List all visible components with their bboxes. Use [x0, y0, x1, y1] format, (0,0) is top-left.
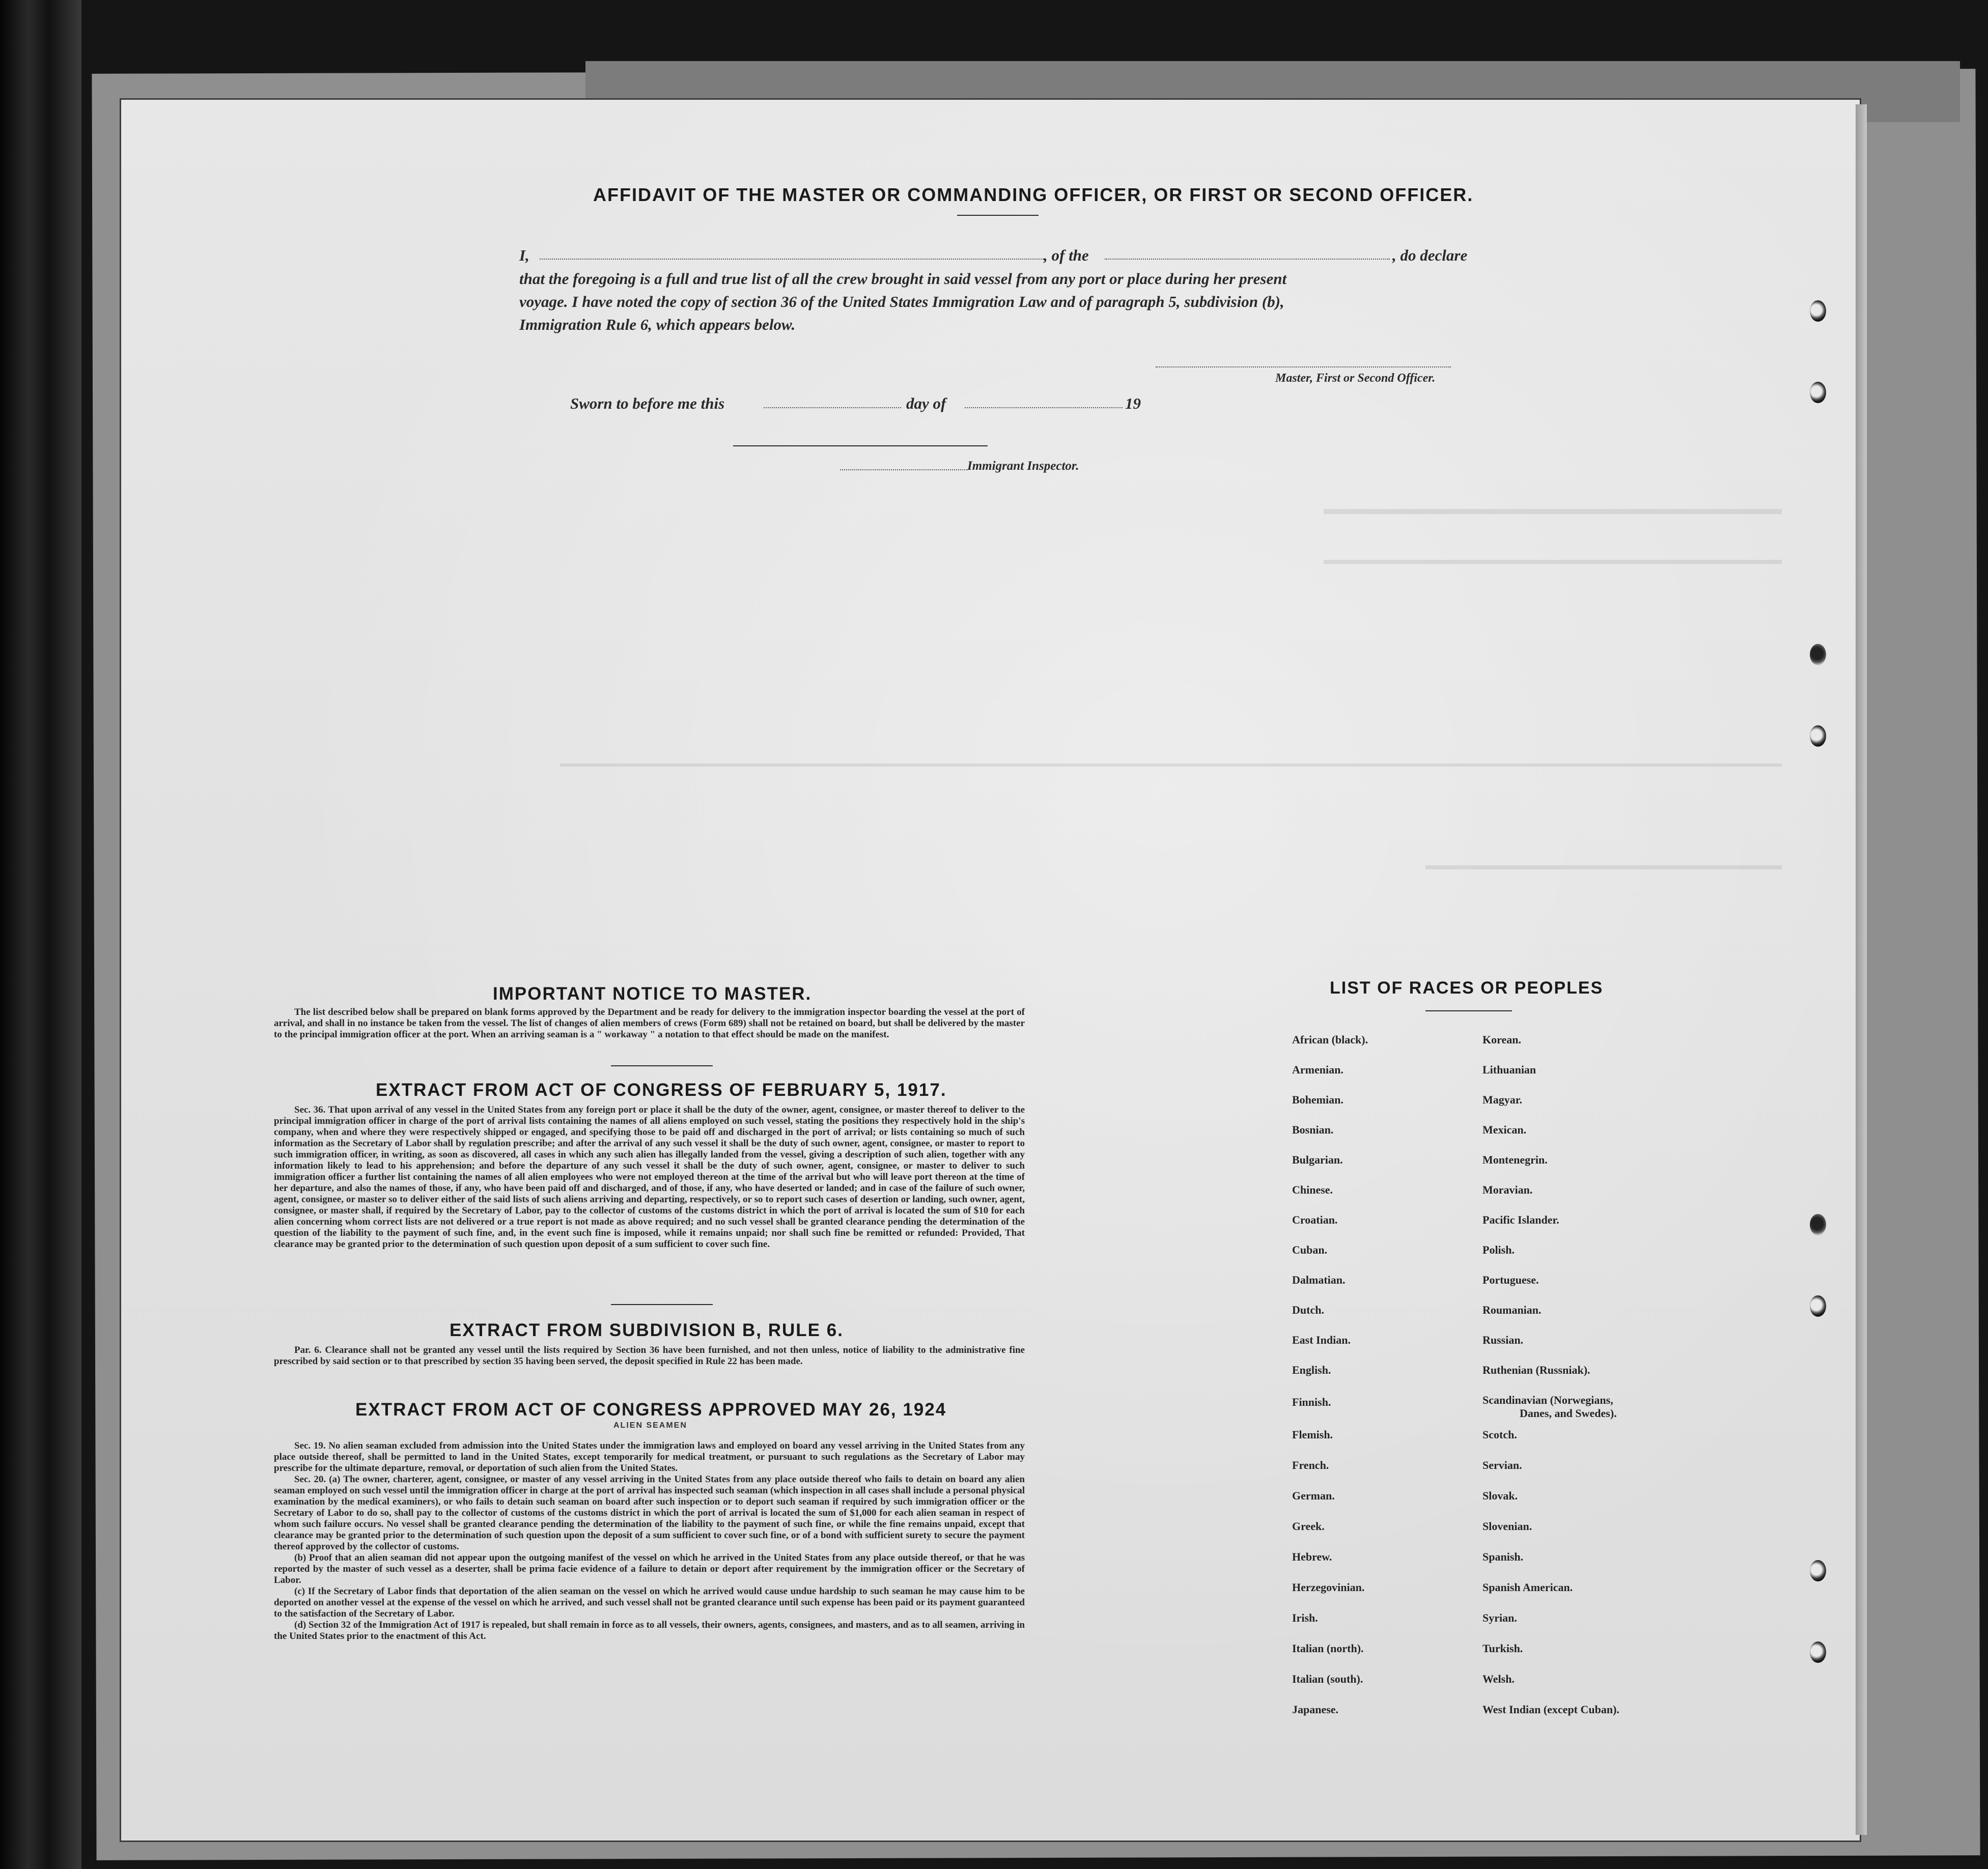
race-item: Roumanian.	[1482, 1304, 1542, 1316]
race-item: Flemish.	[1292, 1428, 1333, 1441]
race-item: Scandinavian (Norwegians,	[1482, 1394, 1613, 1406]
binder-hole	[1810, 1560, 1826, 1581]
race-item: Spanish.	[1482, 1550, 1524, 1563]
race-item: Dalmatian.	[1292, 1273, 1346, 1286]
race-item: Herzegovinian.	[1292, 1581, 1365, 1594]
scanner-edge	[0, 0, 81, 1869]
race-item: Polish.	[1482, 1243, 1515, 1256]
race-item: Slovak.	[1482, 1489, 1518, 1502]
sec-36-paragraph: Sec. 36. That upon arrival of any vessel in the United States from any foreign port or place it shall be the duty of the owner, agent, consignee, or master thereof to deliver to the principal immigration officer in charge of the port of arrival lists containing the names of all aliens employed on such vessel, stating the positions they respectively hold in the ship's company, when and where they were respectively shipped or engaged, and specifying those to be paid off and discharged in the port of arrival; or lists containing so much of such information as the Secretary of Labor shall by regulation prescribe; and after the arrival of any such vessel it shall be the duty of such owner, agent, consignee, or master to report to such immigration officer, in writing, as soon as discovered, all cases in which any such alien has illegally landed from the vessel, giving a description of such alien, together with any information likely to lead to his apprehension; and before the departure of any such vessel it shall be the duty of such owner, agent, consignee, or master to deliver to such immigration officer a further list containing the names of all alien employees who were not employed thereon at the time of the arrival but who will leave port thereon at the time of her departure, and also the names of those, if any, who have been paid off and discharged, and of those, if any, who have deserted or landed; and in case of the failure of such owner, agent, consignee, or master so to deliver either of the said lists of such aliens arriving and departing, respectively, or so to report such cases of desertion or landing, such owner, agent, consignee, or master shall, if required by the Secretary of Labor, pay to the collector of customs of the customs district in which the port of arrival is located the sum of $10 for each alien concerning whom correct lists are not delivered or a true report is not made as above required; and no such vessel shall be granted clearance pending the determination of the question of the liability to the payment of such fine, and, in the event such fine is imposed, while it remains unpaid; nor shall such fine be remitted or refunded: Provided, That clearance may be granted prior to the determination of such question upon deposit of a sum sufficient to cover such fine.	[274, 1105, 1025, 1250]
month-blank	[965, 407, 1123, 408]
race-item: Syrian.	[1482, 1611, 1517, 1624]
affidavit-i: I,	[519, 246, 529, 264]
race-item: Servian.	[1482, 1459, 1522, 1471]
title-rule	[957, 215, 1039, 216]
race-item: Slovenian.	[1482, 1520, 1532, 1533]
race-item: Finnish.	[1292, 1396, 1331, 1408]
race-item: Bohemian.	[1292, 1093, 1343, 1106]
race-item-continued: Danes, and Swedes).	[1520, 1407, 1617, 1420]
vessel-blank	[1105, 259, 1390, 260]
race-item: Italian (north).	[1292, 1642, 1364, 1655]
bleed-through	[1324, 560, 1782, 564]
notice-body	[274, 1007, 1025, 1040]
inspector-label: Immigrant Inspector.	[967, 459, 1079, 473]
race-item: Pacific Islander.	[1482, 1213, 1559, 1226]
sworn-text: Sworn to before me this	[570, 394, 725, 412]
binder-hole	[1810, 382, 1826, 403]
day-of-text: day of	[906, 394, 946, 412]
race-item: Magyar.	[1482, 1093, 1523, 1106]
race-item: Cuban.	[1292, 1243, 1328, 1256]
race-item: Moravian.	[1482, 1183, 1533, 1196]
extract-1917-title: EXTRACT FROM ACT OF CONGRESS OF FEBRUARY 5, 1917.	[376, 1080, 947, 1100]
extract-1917-body	[274, 1105, 1025, 1250]
race-item: Scotch.	[1482, 1428, 1517, 1441]
sec-20a-paragraph: Sec. 20. (a) The owner, charterer, agent, consignee, or master of any vessel arriving in the United States from any place outside thereof who fails to detain on board any alien seaman employed on such vessel until the immigration officer in charge at the port of arrival has inspected such seaman (which inspection in all cases shall include a personal physical examination by the medical examiners), or who fails to detain such seaman on board after such inspection or to deport such seaman if required by such immigration officer or the Secretary of Labor to do so, shall pay to the collector of customs of the customs district in which the port of arrival is located the sum of $1,000 for each alien seaman in respect of whom such failure occurs. No vessel shall be granted clearance pending the determination of the liability to the payment of such fine, or while the fine remains unpaid, except that clearance may be granted prior to the determination of such question upon the deposit of a sum sufficient to cover such fine, or of a bond with sufficient surety to secure the payment thereof approved by the collector of customs.	[274, 1474, 1025, 1552]
inspector-signature-line	[733, 445, 988, 446]
inspector-blank	[840, 469, 967, 470]
affidavit-title: AFFIDAVIT OF THE MASTER OR COMMANDING OFFICER, OR FIRST OR SECOND OFFICER.	[593, 184, 1474, 205]
race-item: Irish.	[1292, 1611, 1318, 1624]
notice-paragraph: The list described below shall be prepared on blank forms approved by the Department and be ready for delivery to the immigration inspector boarding the vessel at the port of arrival, and shall in no instance be taken from the vessel. The list of changes of alien members of crews (Form 689) shall not be retained on board, but shall be delivered by the master to the principal immigration officer at the port. When an arriving seaman is a " workaway " a notation to that effect should be made on the manifest.	[274, 1007, 1025, 1040]
year-prefix: 19	[1125, 394, 1141, 412]
par-6-paragraph: Par. 6. Clearance shall not be granted any vessel until the lists required by Section 36 have been furnished, and not then unless, notice of liability to the administrative fine prescribed by said section or to that prescribed by section 35 having been served, the deposit specified in Rule 22 has been made.	[274, 1345, 1025, 1367]
master-signature-blank	[1156, 366, 1451, 367]
races-title: LIST OF RACES OR PEOPLES	[1330, 978, 1604, 998]
section-rule	[611, 1304, 713, 1305]
race-item: Croatian.	[1292, 1213, 1338, 1226]
binder-hole	[1810, 725, 1826, 747]
binder-hole	[1810, 1214, 1826, 1235]
race-item: East Indian.	[1292, 1334, 1351, 1346]
sworn-day-blank	[764, 407, 901, 408]
bleed-through	[560, 763, 1782, 767]
binder-hole	[1810, 1641, 1826, 1663]
race-item: Bulgarian.	[1292, 1153, 1343, 1166]
extract-1924-title: EXTRACT FROM ACT OF CONGRESS APPROVED MAY 26, 1924	[355, 1400, 947, 1420]
page-edge	[1856, 104, 1867, 1835]
notice-title: IMPORTANT NOTICE TO MASTER.	[493, 984, 812, 1004]
sec-19-paragraph: Sec. 19. No alien seaman excluded from admission into the United States under the immigration laws and employed on board any vessel arriving in the United States from any place outside thereof, shall be permitted to land in the United States, except temporarily for medical treatment, or pursuant to such regulations as the Secretary of Labor may prescribe for the ultimate departure, removal, or deportation of such alien from the United States.	[274, 1440, 1025, 1474]
binder-hole	[1810, 1295, 1826, 1317]
race-item: Hebrew.	[1292, 1550, 1332, 1563]
race-item: Mexican.	[1482, 1123, 1527, 1136]
affidavit-line3: voyage. I have noted the copy of section 36 of the United States Immigration Law and of paragraph 5, subdivision (b),	[519, 293, 1284, 310]
race-item: Dutch.	[1292, 1304, 1324, 1316]
race-item: Italian (south).	[1292, 1673, 1363, 1685]
master-label: Master, First or Second Officer.	[1275, 372, 1436, 385]
name-blank	[540, 259, 1044, 260]
extract-rule6-title: EXTRACT FROM SUBDIVISION B, RULE 6.	[450, 1320, 844, 1340]
race-item: Japanese.	[1292, 1703, 1339, 1716]
binder-hole	[1810, 300, 1826, 322]
races-rule	[1425, 1010, 1512, 1011]
race-item: Lithuanian	[1482, 1063, 1536, 1076]
affidavit-declare: , do declare	[1392, 246, 1468, 264]
alien-seamen-subtitle: ALIEN SEAMEN	[613, 1421, 687, 1430]
extract-rule6-body	[274, 1345, 1025, 1367]
race-item: Welsh.	[1482, 1673, 1515, 1685]
binder-hole	[1810, 644, 1826, 665]
race-item: Montenegrin.	[1482, 1153, 1548, 1166]
race-item: Greek.	[1292, 1520, 1325, 1533]
race-item: West Indian (except Cuban).	[1482, 1703, 1619, 1716]
sec-20d-paragraph: (d) Section 32 of the Immigration Act of 1917 is repealed, but shall remain in force as to all vessels, their owners, agents, consignees, and masters, and as to all seamen, arriving in the United States prior to the enactment of this Act.	[274, 1620, 1025, 1641]
bleed-through	[1425, 865, 1782, 869]
section-rule	[611, 1065, 713, 1066]
affidavit-line4: Immigration Rule 6, which appears below.	[519, 316, 796, 333]
sec-20b-paragraph: (b) Proof that an alien seaman did not appear upon the outgoing manifest of the vessel on which he arrived in the United States from any place outside thereof, or that he was reported by the master of such vessel as a deserter, shall be prima facie evidence of a failure to detain or deport after requirement by the immigration officer or the Secretary of Labor.	[274, 1552, 1025, 1585]
race-item: Russian.	[1482, 1334, 1524, 1346]
race-item: African (black).	[1292, 1033, 1368, 1046]
race-item: Armenian.	[1292, 1063, 1343, 1076]
affidavit-of-the: , of the	[1044, 246, 1089, 264]
affidavit-line2: that the foregoing is a full and true list of all the crew brought in said vessel from any port or place during her present	[519, 270, 1287, 288]
extract-1924-body	[274, 1440, 1025, 1642]
race-item: Chinese.	[1292, 1183, 1333, 1196]
race-item: Korean.	[1482, 1033, 1521, 1046]
race-item: English.	[1292, 1364, 1331, 1376]
race-item: French.	[1292, 1459, 1329, 1471]
bleed-through	[1324, 509, 1782, 514]
race-item: Ruthenian (Russniak).	[1482, 1364, 1590, 1376]
race-item: German.	[1292, 1489, 1335, 1502]
race-item: Bosnian.	[1292, 1123, 1334, 1136]
race-item: Portuguese.	[1482, 1273, 1539, 1286]
race-item: Turkish.	[1482, 1642, 1523, 1655]
race-item: Spanish American.	[1482, 1581, 1573, 1594]
sec-20c-paragraph: (c) If the Secretary of Labor finds that deportation of the alien seaman on the vessel on which he arrived would cause undue hardship to such seaman he may cause him to be deported on another vessel at the expense of the vessel on which he arrived, and such vessel shall not be granted clearance until such expense has been paid or its payment guaranteed to the satisfaction of the Secretary of Labor.	[274, 1586, 1025, 1619]
